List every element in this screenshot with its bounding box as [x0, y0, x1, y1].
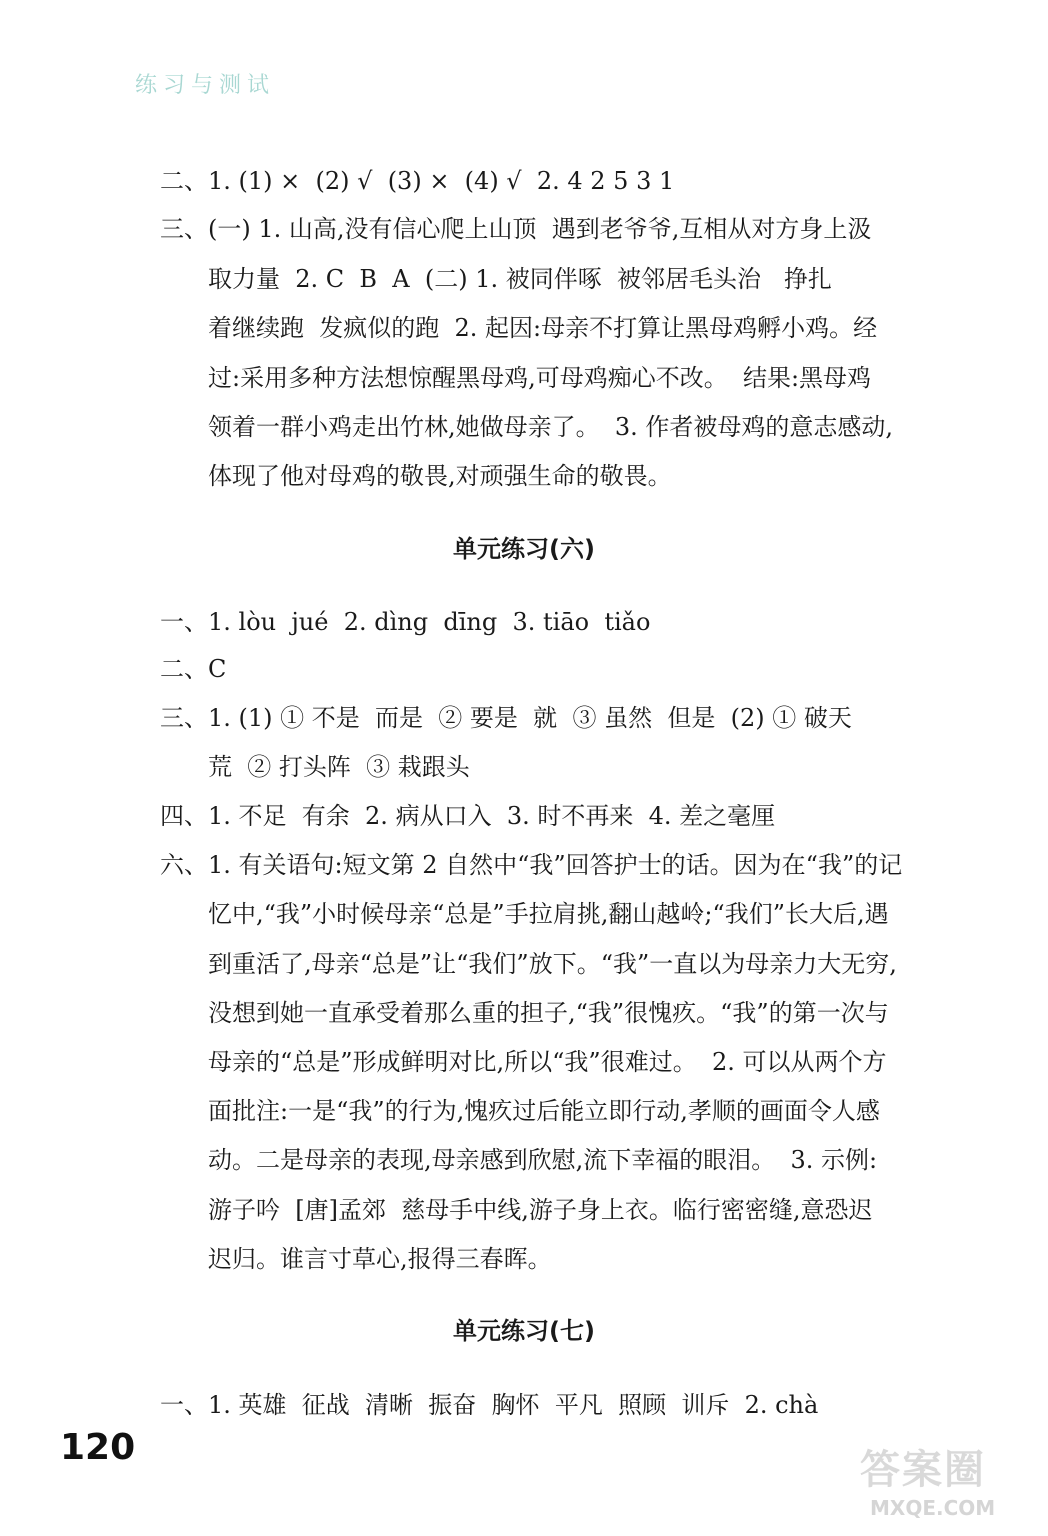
watermark	[860, 1438, 1035, 1528]
watermark-domain: MXQE.COM	[870, 1496, 996, 1520]
answer-line: 取力量 2. C B A (二) 1. 被同伴啄 被邻居毛头治 挣扎	[208, 265, 832, 293]
answer-line: 母亲的“总是”形成鲜明对比,所以“我”很难过。 2. 可以从两个方	[208, 1048, 887, 1076]
answer-line: 面批注:一是“我”的行为,愧疚过后能立即行动,孝顺的画面令人感	[208, 1097, 880, 1125]
answer-line: 忆中,“我”小时候母亲“总是”手拉肩挑,翻山越岭;“我们”长大后,遇	[208, 900, 889, 928]
answer-line: 游子吟 [唐]孟郊 慈母手中线,游子身上衣。临行密密缝,意恐迟	[208, 1196, 873, 1224]
answer-line: 三、(一) 1. 山高,没有信心爬上山顶 遇到老爷爷,互相从对方身上汲	[160, 215, 872, 243]
answer-line: 迟归。谁言寸草心,报得三春晖。	[208, 1245, 552, 1273]
answer-line: 领着一群小鸡走出竹林,她做母亲了。 3. 作者被母鸡的意志感动,	[208, 413, 894, 441]
answer-line: 三、1. (1) ① 不是 而是 ② 要是 就 ③ 虽然 但是 (2) ① 破天	[160, 704, 852, 732]
section-title-unit-6: 单元练习(六)	[453, 535, 595, 563]
answer-line: 一、1. lòu jué 2. dìng dīng 3. tiāo tiǎo	[160, 608, 651, 636]
answer-line: 四、1. 不足 有余 2. 病从口入 3. 时不再来 4. 差之毫厘	[160, 802, 776, 830]
watermark-logo-text: 答案圈	[860, 1447, 986, 1493]
answer-line: 着继续跑 发疯似的跑 2. 起因:母亲不打算让黑母鸡孵小鸡。经	[208, 314, 878, 342]
answer-line: 体现了他对母鸡的敬畏,对顽强生命的敬畏。	[208, 462, 672, 490]
answer-line: 过:采用多种方法想惊醒黑母鸡,可母鸡痴心不改。 结果:黑母鸡	[208, 364, 872, 392]
answer-line: 到重活了,母亲“总是”让“我们”放下。“我”一直以为母亲力大无穷,	[208, 950, 897, 978]
answer-line: 动。二是母亲的表现,母亲感到欣慰,流下幸福的眼泪。 3. 示例:	[208, 1146, 878, 1174]
section-title-unit-7: 单元练习(七)	[453, 1317, 595, 1345]
answer-line: 一、1. 英雄 征战 清晰 振奋 胸怀 平凡 照顾 训斥 2. chà	[160, 1391, 819, 1419]
page-number: 120	[60, 1427, 136, 1468]
answer-line: 二、C	[160, 655, 227, 683]
answer-line: 没想到她一直承受着那么重的担子,“我”很愧疚。“我”的第一次与	[208, 999, 889, 1027]
answer-line: 荒 ② 打头阵 ③ 栽跟头	[208, 753, 470, 781]
header-title: 练习与测试	[135, 73, 276, 98]
answer-line: 二、1. (1) × (2) √ (3) × (4) √ 2. 4 2 5 3 1	[160, 167, 675, 195]
answer-line: 六、1. 有关语句:短文第 2 自然中“我”回答护士的话。因为在“我”的记	[160, 851, 903, 879]
